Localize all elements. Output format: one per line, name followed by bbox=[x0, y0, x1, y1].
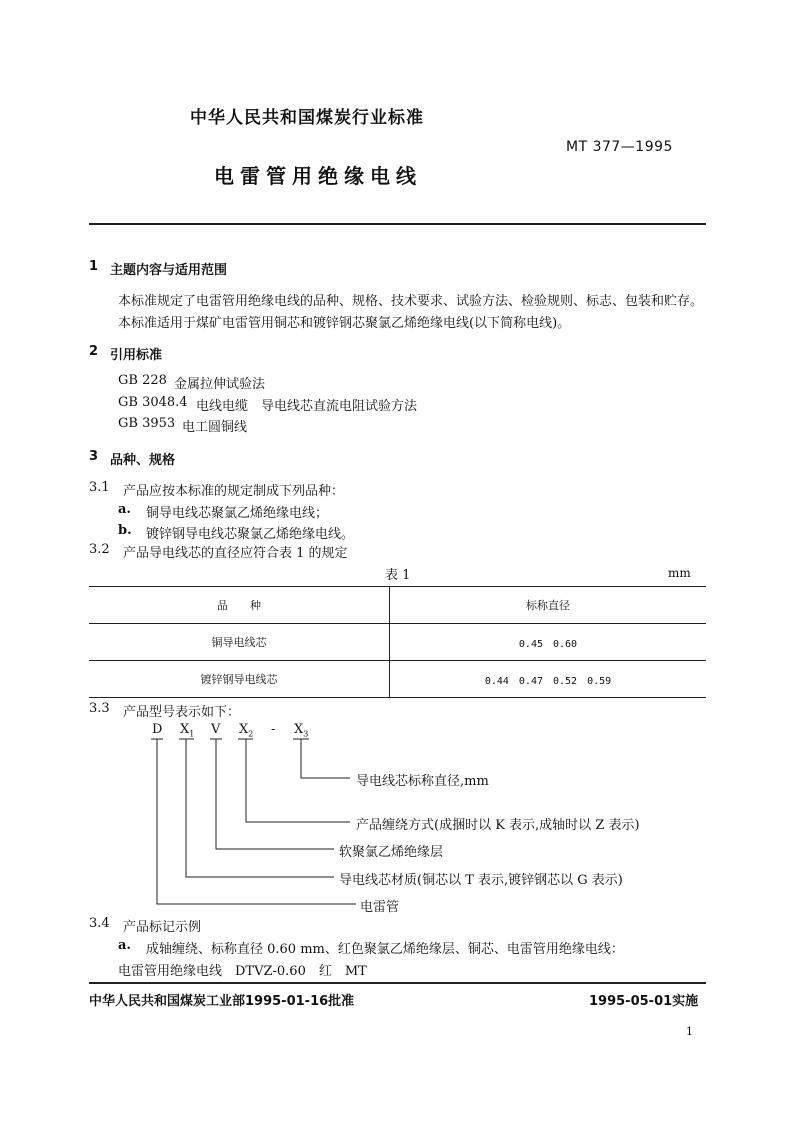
clause-3-3-number: 3.3 bbox=[89, 701, 110, 716]
code-x: X bbox=[239, 722, 249, 737]
table-caption: 表 1 bbox=[385, 568, 411, 583]
code-label-x3: 导电线芯标称直径,mm bbox=[356, 774, 489, 789]
clause-3-1-text: 产品应按本标准的规定制成下列品种： bbox=[123, 484, 345, 499]
effective-date: 1995-05-01实施 bbox=[589, 994, 699, 1009]
marking-example: 电雷管用绝缘电线 DTVZ-0.60 红 MT bbox=[118, 964, 367, 979]
standard-code: MT 377—1995 bbox=[566, 139, 673, 155]
approval-note: 中华人民共和国煤炭工业部1995-01-16批准 bbox=[89, 994, 355, 1009]
reference-title: 金属拉伸试验法 bbox=[174, 377, 266, 392]
list-item-text: 成轴缠绕、标称直径 0.60 mm、红色聚氯乙烯绝缘层、铜芯、电雷管用绝缘电线： bbox=[146, 942, 624, 957]
column-header: 品 种 bbox=[217, 599, 261, 612]
section-3-heading: 品种、规格 bbox=[110, 453, 176, 468]
footer-rule bbox=[89, 982, 706, 984]
section-2-heading: 引用标准 bbox=[110, 348, 163, 363]
section-3-number: 3 bbox=[89, 449, 99, 464]
section-2-number: 2 bbox=[89, 344, 99, 359]
code-letter-v: V bbox=[211, 722, 221, 737]
table-cell-diameters: 0.45 0.60 bbox=[390, 624, 707, 661]
table-cell-kind: 铜导电线芯 bbox=[89, 624, 390, 661]
leader-x2 bbox=[246, 739, 350, 822]
code-label-v: 软聚氯乙烯绝缘层 bbox=[339, 845, 444, 860]
code-subscript: 1 bbox=[189, 729, 195, 739]
code-label-x1: 导电线芯材质(铜芯以 T 表示,镀锌钢芯以 G 表示) bbox=[339, 873, 623, 888]
section-1-para-2: 本标准适用于煤矿电雷管用铜芯和镀锌钢芯聚氯乙烯绝缘电线(以下简称电线)。 bbox=[118, 316, 571, 331]
document-title: 电雷管用绝缘电线 bbox=[214, 164, 422, 188]
reference-title: 电工圆铜线 bbox=[182, 420, 248, 435]
list-item-text: 铜导电线芯聚氯乙烯绝缘电线； bbox=[146, 506, 329, 521]
reference-code: GB 3953 bbox=[118, 416, 176, 431]
list-item-text: 镀锌钢导电线芯聚氯乙烯绝缘电线。 bbox=[146, 527, 355, 542]
issuing-body: 中华人民共和国煤炭行业标准 bbox=[190, 108, 424, 128]
reference-code: GB 228 bbox=[118, 373, 167, 388]
table-cell-kind: 镀锌钢导电线芯 bbox=[89, 661, 390, 698]
clause-3-4-number: 3.4 bbox=[89, 916, 110, 931]
leader-x1 bbox=[186, 739, 334, 877]
clause-3-4-text: 产品标记示例 bbox=[123, 920, 202, 935]
leader-x3 bbox=[301, 739, 350, 778]
reference-title: 电线电缆 导电线芯直流电阻试验方法 bbox=[196, 399, 418, 414]
clause-3-2-number: 3.2 bbox=[89, 542, 110, 557]
code-dash: - bbox=[271, 722, 276, 737]
list-item-mark: a. bbox=[118, 502, 131, 517]
code-subscript: 3 bbox=[303, 729, 309, 739]
leader-v bbox=[216, 739, 334, 849]
clause-3-1-number: 3.1 bbox=[89, 480, 110, 495]
table-unit: mm bbox=[668, 566, 691, 580]
reference-code: GB 3048.4 bbox=[118, 395, 188, 410]
list-item-mark: b. bbox=[118, 523, 132, 538]
clause-3-2-text: 产品导电线芯的直径应符合表 1 的规定 bbox=[123, 546, 348, 561]
section-1-heading: 主题内容与适用范围 bbox=[110, 263, 228, 278]
code-letter-d: D bbox=[152, 722, 163, 737]
code-x: X bbox=[180, 722, 190, 737]
section-1-para-1: 本标准规定了电雷管用绝缘电线的品种、规格、技术要求、试验方法、检验规则、标志、包装和贮存。 bbox=[118, 294, 704, 309]
code-label-x2: 产品缠绕方式(成捆时以 K 表示,成轴时以 Z 表示) bbox=[356, 818, 640, 833]
table-cell-diameters: 0.44 0.47 0.52 0.59 bbox=[390, 661, 707, 698]
code-x: X bbox=[294, 722, 304, 737]
section-1-number: 1 bbox=[89, 259, 99, 274]
page-number: 1 bbox=[686, 1025, 693, 1038]
code-label-d: 电雷管 bbox=[360, 900, 400, 915]
column-header: 标称直径 bbox=[390, 587, 707, 624]
code-subscript: 2 bbox=[248, 729, 254, 739]
list-item-mark: a. bbox=[118, 938, 131, 953]
clause-3-3-text: 产品型号表示如下： bbox=[123, 705, 241, 720]
